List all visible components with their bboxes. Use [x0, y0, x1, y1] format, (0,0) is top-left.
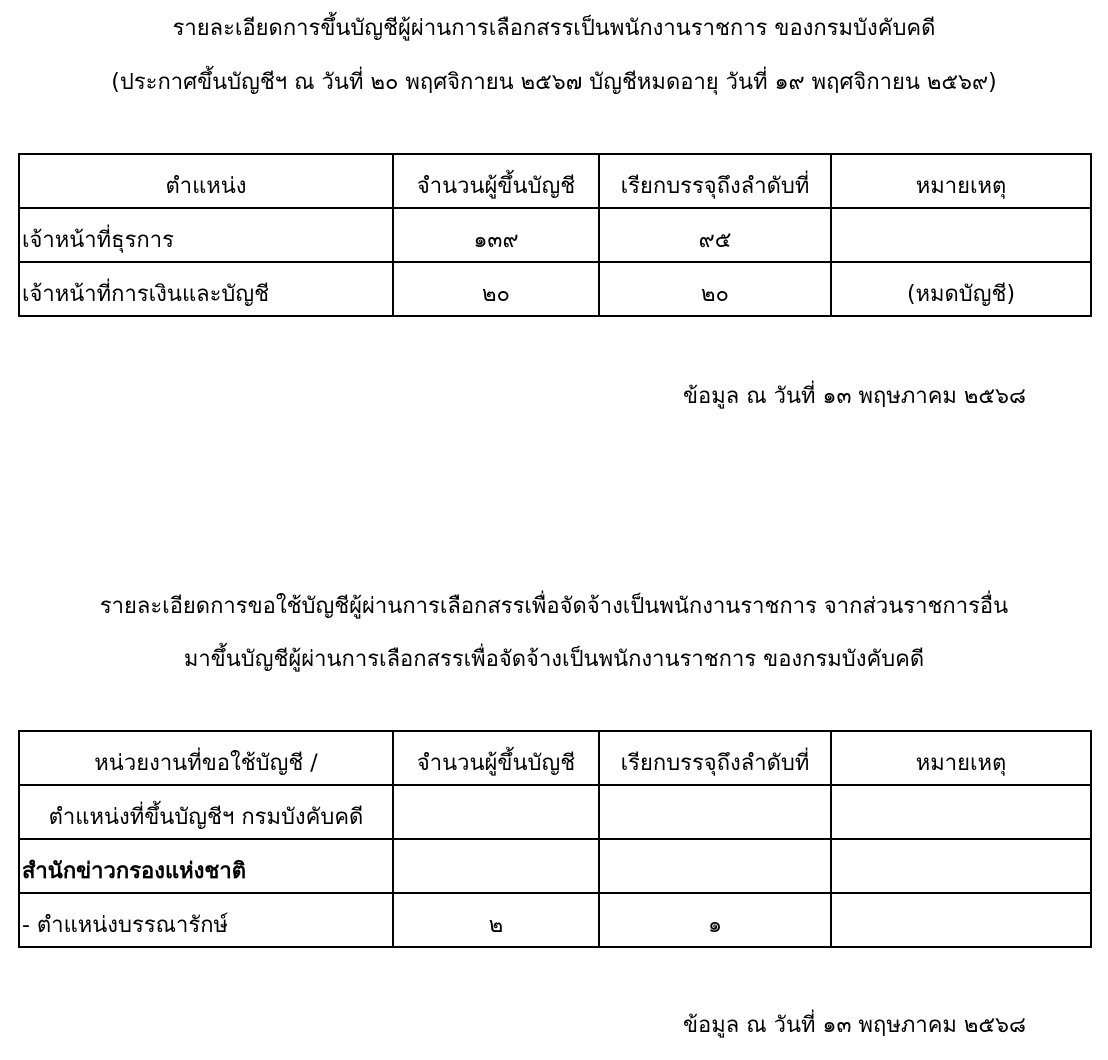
table-header-row: [19, 731, 1091, 785]
column-header-count: จำนวนผู้ขึ้นบัญชี: [393, 731, 599, 785]
empty-cell: [831, 839, 1091, 893]
column-header-agency-sub: ตำแหน่งที่ขึ้นบัญชีฯ กรมบังคับคดี: [19, 785, 393, 839]
cell-position: เจ้าหน้าที่การเงินและบัญชี: [19, 262, 393, 316]
empty-cell: [599, 785, 831, 839]
section1-title-line2: (ประกาศขึ้นบัญชีฯ ณ วันที่ ๒๐ พฤศจิกายน ๒๕๖๗ บัญชีหมดอายุ วันที่ ๑๙ พฤศจิกายน ๒๕๖๙): [111, 70, 997, 95]
cell-agency-name: สำนักข่าวกรองแห่งชาติ: [19, 839, 393, 893]
section1-date-note: ข้อมูล ณ วันที่ ๑๓ พฤษภาคม ๒๕๖๘: [683, 384, 1026, 409]
cell-count: ๒๐: [393, 262, 599, 316]
column-header-agency: หน่วยงานที่ขอใช้บัญชี /: [19, 731, 393, 785]
column-header-note: หมายเหตุ: [831, 154, 1091, 208]
table-row: [19, 893, 1091, 947]
column-header-position: ตำแหน่ง: [19, 154, 393, 208]
table-row: [19, 262, 1091, 316]
cell-called-to: ๒๐: [599, 262, 831, 316]
cell-position: เจ้าหน้าที่ธุรการ: [19, 208, 393, 262]
section1-title-line1: รายละเอียดการขึ้นบัญชีผู้ผ่านการเลือกสรรเป็นพนักงานราชการ ของกรมบังคับคดี: [172, 16, 936, 41]
empty-cell: [393, 785, 599, 839]
column-header-note: หมายเหตุ: [831, 731, 1091, 785]
table-header-row: [19, 154, 1091, 208]
section1-table: [18, 153, 1092, 317]
section2-title-line1: รายละเอียดการขอใช้บัญชีผู้ผ่านการเลือกสรรเพื่อจัดจ้างเป็นพนักงานราชการ จากส่วนราชการอื่น: [99, 594, 1009, 619]
column-header-count: จำนวนผู้ขึ้นบัญชี: [393, 154, 599, 208]
section2-date-note: ข้อมูล ณ วันที่ ๑๓ พฤษภาคม ๒๕๖๘: [683, 1013, 1026, 1038]
cell-count: ๒: [393, 893, 599, 947]
table-row: [19, 208, 1091, 262]
cell-note: [831, 893, 1091, 947]
cell-called-to: ๑: [599, 893, 831, 947]
empty-cell: [831, 785, 1091, 839]
cell-position: - ตำแหน่งบรรณารักษ์: [19, 893, 393, 947]
cell-called-to: ๙๕: [599, 208, 831, 262]
table-header-subrow: [19, 785, 1091, 839]
column-header-called-to: เรียกบรรจุถึงลำดับที่: [599, 731, 831, 785]
section2-table: [18, 730, 1092, 948]
cell-count: ๑๓๙: [393, 208, 599, 262]
table-row: [19, 839, 1091, 893]
cell-note: [831, 208, 1091, 262]
empty-cell: [599, 839, 831, 893]
column-header-called-to: เรียกบรรจุถึงลำดับที่: [599, 154, 831, 208]
section2-title-line2: มาขึ้นบัญชีผู้ผ่านการเลือกสรรเพื่อจัดจ้างเป็นพนักงานราชการ ของกรมบังคับคดี: [183, 647, 925, 672]
cell-note: (หมดบัญชี): [831, 262, 1091, 316]
empty-cell: [393, 839, 599, 893]
